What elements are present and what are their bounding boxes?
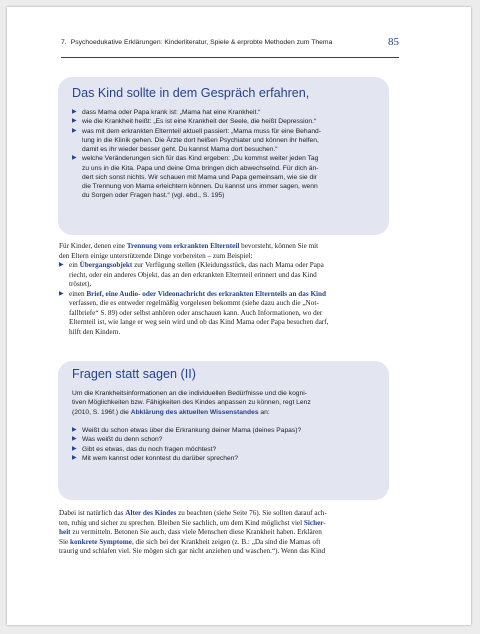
highlight-term: Alter des Kindes: [125, 509, 177, 517]
chapter-heading: [61, 39, 332, 46]
list-item: ▶ Was weißt du denn schon?: [72, 436, 163, 444]
list-item: ▶ Mit wem kannst oder konntest du darüber sprechen?: [72, 454, 239, 462]
highlight-term: Sicher-: [303, 518, 326, 527]
chapter-title: Psychoedukative Erklärungen: Kinderliteratur, Spiele & erprobte Methoden zum Thema: [70, 39, 333, 46]
page-number: 85: [388, 36, 399, 48]
triangle-bullet-icon: ▶: [59, 262, 64, 268]
paragraph: Für Kinder, denen eine Trennung vom erkrankten Elternteil bevorsteht, können Sie mit den Eltern einige unterstützende Dinge vorbereiten – zum Beispiel:: [59, 242, 319, 260]
body-text-alter: [59, 509, 391, 557]
highlight-term: Abklärung des aktuellen Wissenstandes: [130, 408, 259, 416]
triangle-bullet-icon: ▶: [72, 118, 77, 125]
triangle-bullet-icon: ▶: [59, 290, 64, 297]
paragraph: Dabei ist natürlich das Alter des Kindes zu beachten (siehe Seite 76). Sie sollten darauf ach- ten, ruhig und sicher zu sprechen. Bleiben Sie sachlich, um dem Kind möglichst viel Sicher- heit zu vermitteln. Betonen Sie auch, dass viele Menschen diese Krankheit haben. Erklären Sie konkrete Symptome, die sich bei der Krankheit zeigen (z. B.: „Da sind die Mamas oft traurig und schlafen viel. Sie mögen sich gar nicht anziehen und waschen.“). Wenn das Kind: [59, 509, 327, 555]
triangle-bullet-icon: ▶: [72, 127, 77, 134]
triangle-bullet-icon: ▶: [72, 427, 77, 433]
body-text-trennung: [59, 242, 391, 337]
triangle-bullet-icon: ▶: [72, 436, 77, 443]
list-item: ▶ ein Übergangsobjekt zur Verfügung stellen (Kleidungsstück, das nach Mama oder Papa riecht, oder ein anderes Objekt, das an den erkrankten Elternteil erinnert und das Kind tröstet),: [59, 261, 324, 288]
list-item: ▶ was mit dem erkrankten Elternteil aktuell passiert: „Mama muss für eine Behand- lung in die Klinik gehen. Die Ärzte dort heißen Psychiater und können ihr helfen, damit es ihr wieder besser geht. Du kannst Mama dort besuchen.“: [72, 127, 321, 153]
list-item: ▶ Weißt du schon etwas über die Erkrankung deiner Mama (deines Papas)?: [72, 427, 302, 434]
highlight-term: konkrete Symptome: [69, 537, 132, 546]
triangle-bullet-icon: ▶: [72, 454, 77, 461]
info-box-fragen: [58, 361, 389, 500]
triangle-bullet-icon: ▶: [72, 109, 77, 115]
highlight-term: heit: [59, 528, 71, 536]
list-item: ▶ dass Mama oder Papa krank ist: „Mama hat eine Krankheit.“: [72, 109, 261, 116]
triangle-bullet-icon: ▶: [72, 155, 77, 162]
bullet-list: [59, 261, 391, 337]
book-page: [7, 7, 471, 625]
box-title: Fragen statt sagen (II): [72, 367, 196, 381]
box-bullet-list: [72, 108, 382, 201]
box-paragraph: Um die Krankheitsinformationen an die individuellen Bedürfnisse und die kogni- tiven Möglichkeiten bzw. Fähigkeiten des Kindes anpassen zu können, regt Lenz (2010, S. 196f.) die Abklärung des aktuellen Wissenstandes an:: [72, 390, 311, 416]
box-bullet-list: [72, 426, 382, 463]
highlight-term: Übergangsobjekt: [79, 261, 133, 269]
list-item: ▶ Gibt es etwas, das du noch fragen möchtest?: [72, 445, 217, 453]
info-box-gespraech: [58, 77, 389, 235]
highlight-term: Brief, eine Audio- oder Videonachricht des erkrankten Elternteils an das Kind: [86, 289, 327, 298]
highlight-term: Trennung vom erkrankten Elternteil: [126, 242, 240, 250]
list-item: ▶ wie die Krankheit heißt: „Es ist eine Krankheit der Seele, die heißt Depression.“: [72, 118, 317, 126]
chapter-number: 7.: [61, 39, 67, 46]
box-title: Das Kind sollte in dem Gespräch erfahren,: [72, 86, 310, 100]
running-header: [61, 35, 399, 58]
list-item: ▶ welche Veränderungen sich für das Kind ergeben: „Du kommst weiter jeden Tag zu uns in die Kita. Papa und deine Oma bringen dich abwechselnd. Für dich än- dert sich sonst nichts. Wir schauen mit Mama und Papa gemeinsam, wie sie dir die Trennung von Mama erleichtern können. Du kannst uns immer sagen, wenn du Sorgen oder Fragen hast.“ (vgl. ebd., S. 195): [72, 155, 319, 200]
triangle-bullet-icon: ▶: [72, 445, 77, 452]
list-item: ▶ einen Brief, eine Audio- oder Videonachricht des erkrankten Elternteils an das Kind verfassen, die es entweder regelmäßig vorgelesen bekommt (siehe dazu auch die „Not- fallbriefe“ S. 89) oder selbst anhören oder anschauen kann. Auch Informationen, wo der Elternteil ist, wie lange er weg sein wird und ob das Kind Mama oder Papa besuchen darf, hilft den Kindern.: [59, 289, 329, 336]
